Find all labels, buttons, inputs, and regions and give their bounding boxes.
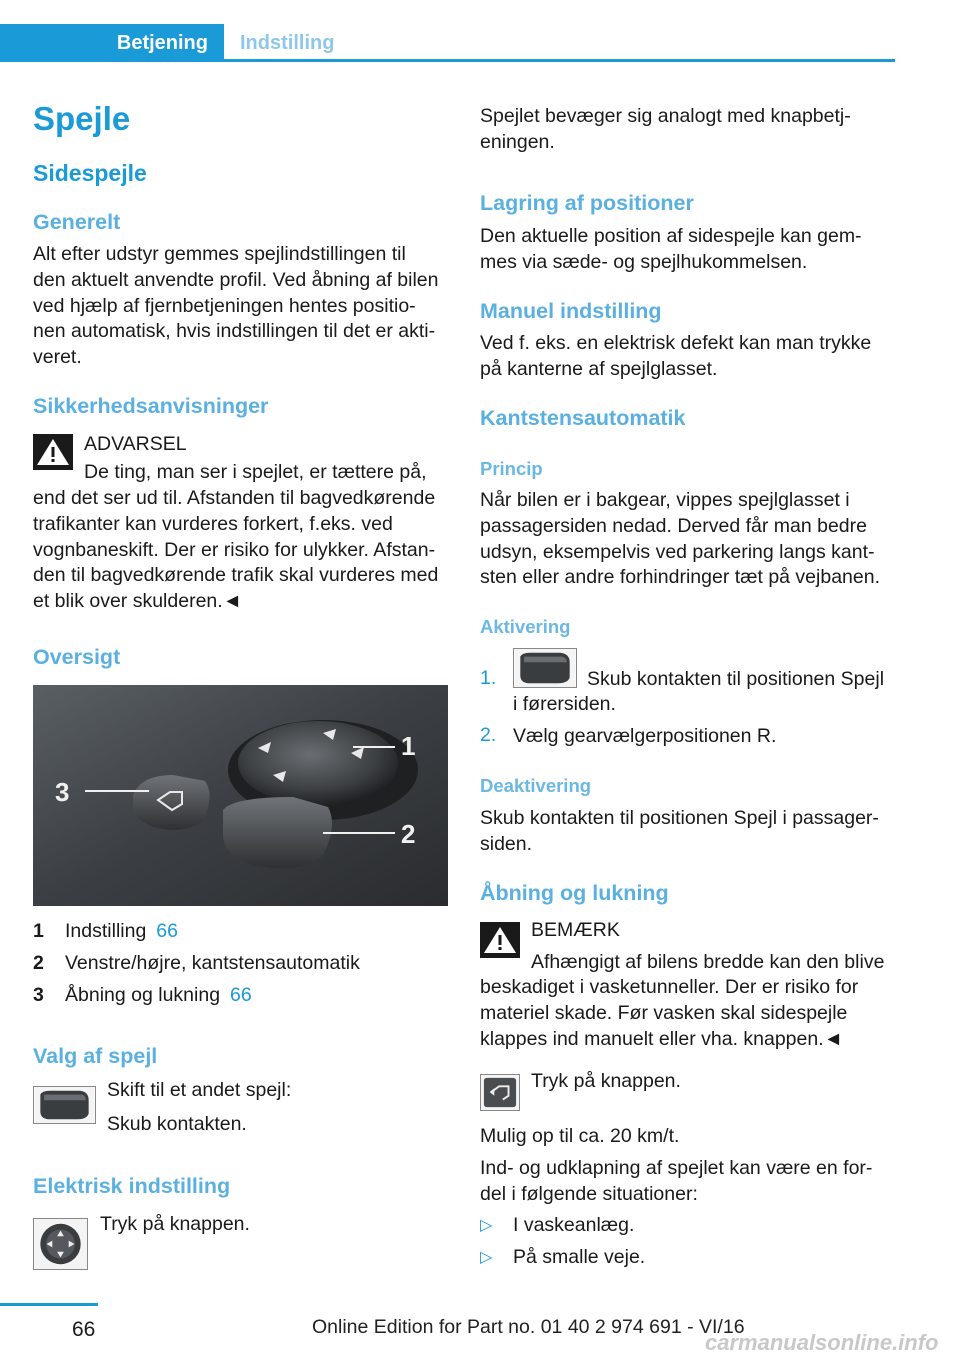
footer-rule	[0, 1303, 98, 1306]
elektrisk-line: Tryk på knappen.	[100, 1213, 250, 1235]
princip-paragraph: Når bilen er i bakgear, vippes spejlglasset i passagersiden nedad. Derved får man bedre udsyn, eksempelvis ved parkering langs kant- sten eller andre forhindringer tæt på vejbanen.	[480, 489, 880, 589]
valg-line-2: Skub kontakten.	[107, 1113, 247, 1135]
notice-paragraph: beskadiget i vasketunneller. Der er risiko for materiel skade. Før vasken skal sidespejle klappes ind manuelt eller vha. knappen.◄	[480, 976, 859, 1050]
heading-kantsten: Kantstensautomatik	[480, 406, 686, 430]
heading-manuel: Manuel indstilling	[480, 299, 662, 323]
step-number-2: 2.	[480, 724, 497, 746]
notice-warning-icon	[480, 922, 520, 958]
chapter-tabs	[0, 24, 895, 62]
warning-paragraph: end det ser ud til. Afstanden til bagvedkørende trafikanter kan vurderes forkert, f.eks. ved vognbaneskift. Der er risiko for ulykker. Afstan- den til bagvedkørende trafik skal vurderes med et blik over skulderen.◄	[33, 487, 439, 613]
step-number-1: 1.	[480, 667, 497, 689]
warning-label: ADVARSEL	[84, 433, 187, 455]
page-ref-link[interactable]: 66	[156, 920, 178, 942]
intro-paragraph: Spejlet bevæger sig analogt med knapbetj- eningen.	[480, 105, 851, 153]
heading-deaktivering: Deaktivering	[480, 775, 592, 796]
generelt-paragraph: Alt efter udstyr gemmes spejlindstillingen til den aktuelt anvendte profil. Ved åbning af bilen ved hjælp af fjernbetjeningen hentes positio- nen automatisk, hvis indstillingen til det er akti- veret.	[33, 243, 439, 369]
press-button-line: Tryk på knappen.	[531, 1070, 681, 1092]
heading-oversigt: Oversigt	[33, 645, 121, 669]
heading-generelt: Generelt	[33, 210, 121, 234]
step-1-line-2: i førersiden.	[513, 693, 616, 715]
callout-1: 1	[401, 731, 416, 761]
speed-line: Mulig op til ca. 20 km/t.	[480, 1125, 680, 1147]
fold-paragraph: Ind- og udklapning af spejlet kan være en for- del i følgende situationer:	[480, 1157, 873, 1205]
section-sidespejle: Sidespejle	[33, 160, 147, 186]
page-title: Spejle	[33, 100, 131, 137]
step-1-line-1: Skub kontakten til positionen Spejl	[587, 668, 885, 690]
bullet-item-1: I vaskeanlæg.	[513, 1214, 635, 1236]
step-2-line-1: Vælg gearvælgerpositionen R.	[513, 725, 777, 747]
warning-icon	[33, 434, 73, 470]
bullet-triangle-icon: ▷	[480, 1217, 493, 1234]
heading-elektrisk: Elektrisk indstilling	[33, 1174, 231, 1198]
tab-betjening[interactable]: Betjening	[0, 24, 224, 62]
toggle-switch-icon	[513, 648, 577, 688]
heading-valg-af-spejl: Valg af spejl	[33, 1044, 158, 1068]
callout-2: 2	[401, 819, 416, 849]
heading-aktivering: Aktivering	[480, 616, 571, 637]
page-ref-link[interactable]: 66	[230, 984, 252, 1006]
manuel-paragraph: Ved f. eks. en elektrisk defekt kan man trykke på kanterne af spejlglasset.	[480, 332, 872, 380]
valg-line-1: Skift til et andet spejl:	[107, 1079, 292, 1101]
notice-label: BEMÆRK	[531, 919, 620, 941]
notice-line-1: Afhængigt af bilens bredde kan den blive	[531, 951, 885, 973]
edition-text: Online Edition for Part no. 01 40 2 974 691 - VI/16	[312, 1316, 745, 1338]
heading-sikkerhed: Sikkerhedsanvisninger	[33, 394, 269, 418]
deaktivering-paragraph: Skub kontakten til positionen Spejl i passager- siden.	[480, 807, 879, 855]
toggle-switch-icon	[33, 1086, 96, 1124]
mirror-adjust-knob-icon	[33, 1218, 88, 1270]
heading-aabning: Åbning og lukning	[480, 881, 669, 905]
mirror-switch-photo	[33, 685, 448, 906]
bullet-item-2: På smalle veje.	[513, 1246, 646, 1268]
lagring-paragraph: Den aktuelle position af sidespejle kan gem- mes via sæde- og spejlhukommelsen.	[480, 225, 862, 273]
page-number: 66	[72, 1318, 96, 1341]
bullet-triangle-icon: ▷	[480, 1249, 493, 1266]
fold-mirror-button-icon	[480, 1074, 520, 1111]
callout-3: 3	[55, 777, 70, 807]
warning-line-1: De ting, man ser i spejlet, er tættere på,	[84, 461, 427, 483]
heading-princip: Princip	[480, 458, 543, 479]
heading-lagring: Lagring af positioner	[480, 191, 694, 215]
tab-indstilling[interactable]: Indstilling	[240, 32, 335, 54]
watermark: carmanualsonline.info	[705, 1330, 939, 1355]
